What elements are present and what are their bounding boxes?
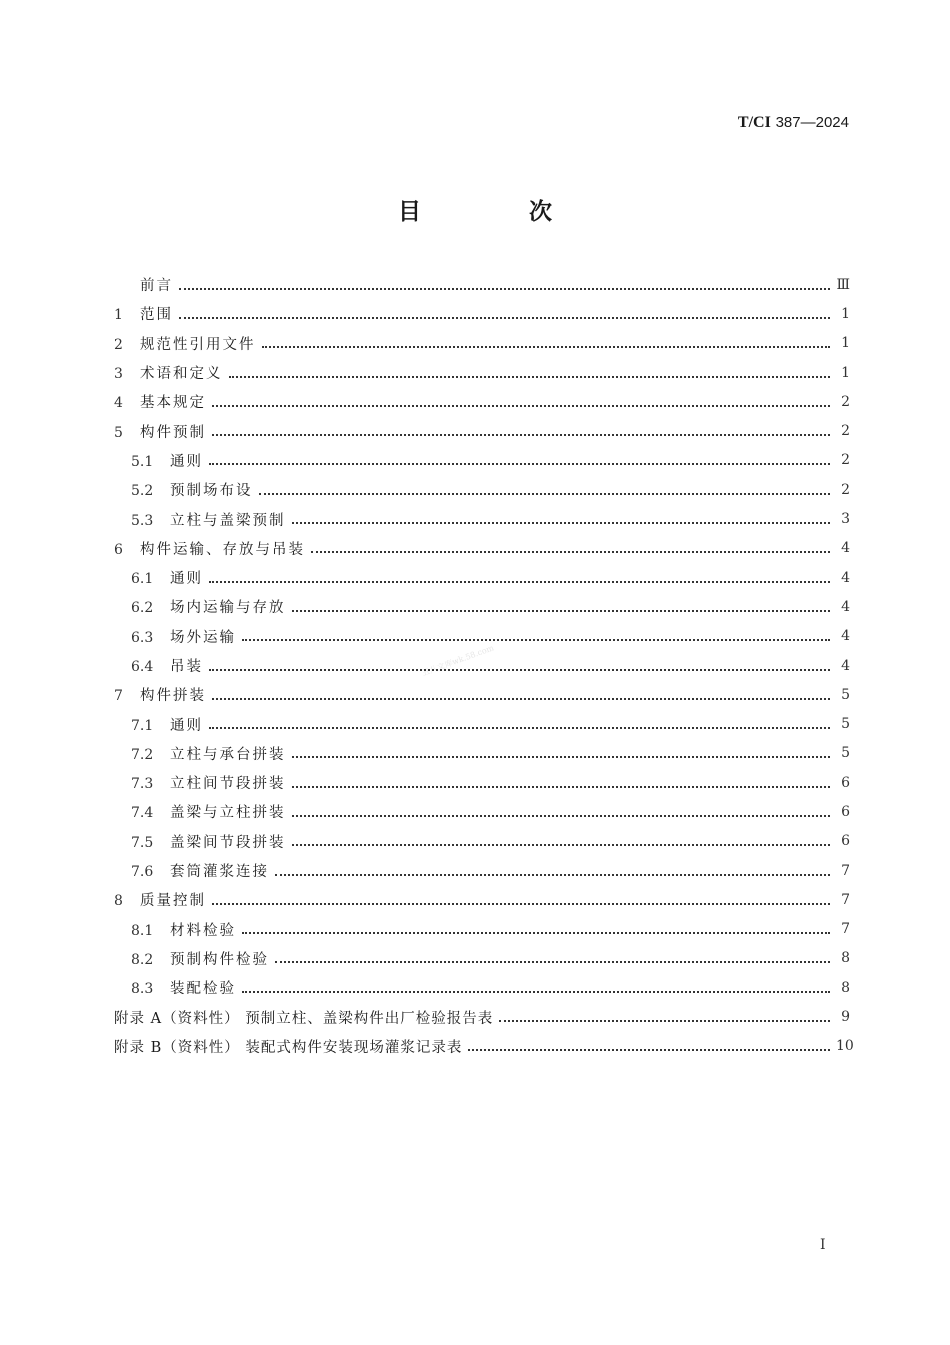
toc-entry-appendix-a[interactable]: 附录 A（资料性） 预制立柱、盖梁构件出厂检验报告表 9 <box>114 1002 850 1031</box>
toc-entry[interactable]: 前言 Ⅲ <box>114 270 850 299</box>
toc-entry[interactable]: 4 基本规定 2 <box>114 387 850 416</box>
toc-entry[interactable]: 6.4 吊装 4 <box>114 651 850 680</box>
toc-entry[interactable]: 6.2 场内运输与存放 4 <box>114 592 850 621</box>
toc-entry[interactable]: 8.1 材料检验 7 <box>114 915 850 944</box>
toc-entry[interactable]: 6.3 场外运输 4 <box>114 622 850 651</box>
toc-entry[interactable]: 6 构件运输、存放与吊装 4 <box>114 534 850 563</box>
table-of-contents <box>114 270 854 1061</box>
toc-entry[interactable]: 6.1 通则 4 <box>114 563 850 592</box>
toc-entry[interactable]: 7 构件拼装 5 <box>114 680 850 709</box>
watermark: 五八文库wk.58.com <box>420 643 496 678</box>
toc-entry[interactable]: 7.3 立柱间节段拼装 6 <box>114 768 850 797</box>
page-number: I <box>820 1237 826 1253</box>
toc-entry[interactable]: 7.4 盖梁与立柱拼装 6 <box>114 797 850 826</box>
page-title: 目 次 <box>397 199 602 225</box>
toc-entry[interactable]: 8 质量控制 7 <box>114 885 850 914</box>
toc-entry[interactable]: 5 构件预制 2 <box>114 416 850 445</box>
toc-entry[interactable]: 1 范围 1 <box>114 299 850 328</box>
toc-entry[interactable]: 8.3 装配检验 8 <box>114 973 850 1002</box>
document-number <box>738 113 849 132</box>
doc-prefix: T/CI <box>737 114 771 131</box>
toc-entry-appendix-b[interactable]: 附录 B（资料性） 装配式构件安装现场灌浆记录表 10 <box>114 1032 850 1061</box>
toc-entry[interactable]: 7.2 立柱与承台拼装 5 <box>114 739 850 768</box>
toc-entry[interactable]: 7.1 通则 5 <box>114 709 850 738</box>
toc-entry[interactable]: 5.3 立柱与盖梁预制 3 <box>114 504 850 533</box>
toc-entry[interactable]: 5.2 预制场布设 2 <box>114 475 850 504</box>
toc-entry[interactable]: 3 术语和定义 1 <box>114 358 850 387</box>
toc-entry[interactable]: 7.5 盖梁间节段拼装 6 <box>114 827 850 856</box>
doc-number: 387—2024 <box>775 114 849 131</box>
toc-entry[interactable]: 7.6 套筒灌浆连接 7 <box>114 856 850 885</box>
toc-entry[interactable]: 5.1 通则 2 <box>114 446 850 475</box>
toc-entry[interactable]: 2 规范性引用文件 1 <box>114 329 850 358</box>
toc-entry[interactable]: 8.2 预制构件检验 8 <box>114 944 850 973</box>
